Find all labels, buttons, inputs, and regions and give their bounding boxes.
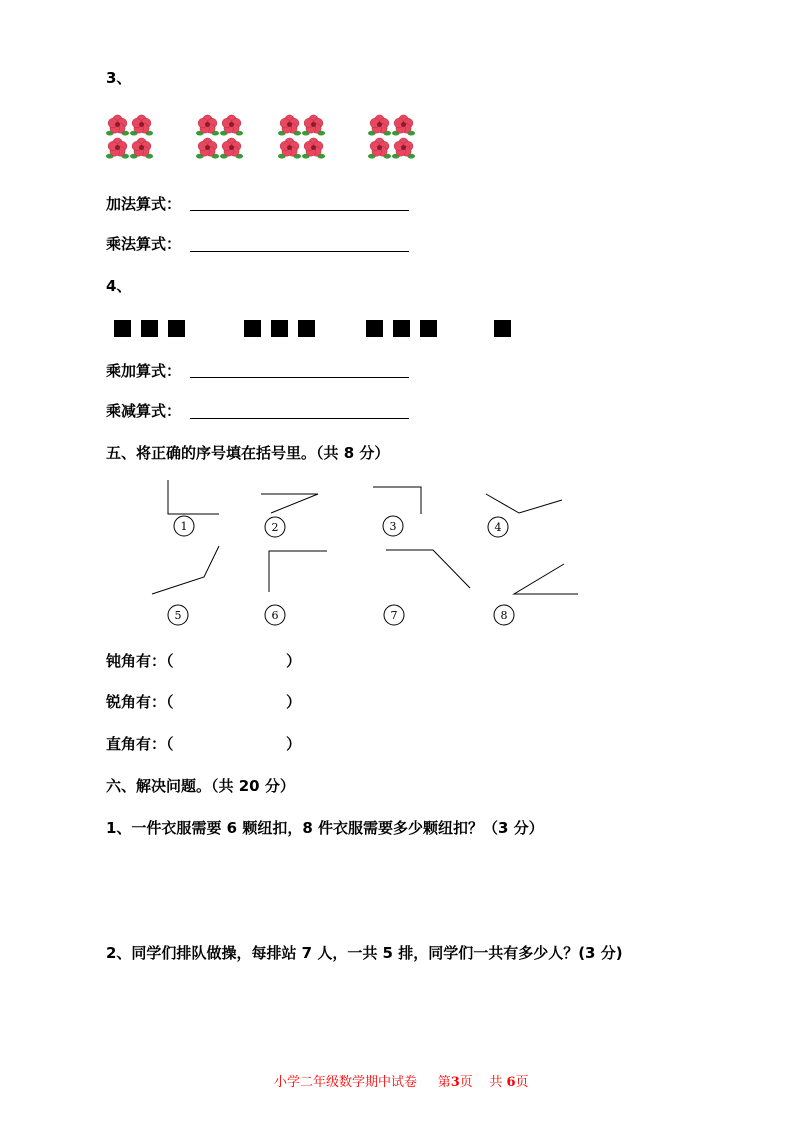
- angle-number-label: 5: [174, 609, 182, 622]
- multiplication-label: 乘法算式：: [106, 235, 182, 253]
- flower-group: [106, 113, 154, 161]
- angle-number-label: 1: [180, 520, 188, 533]
- right-answer-box[interactable]: [205, 734, 285, 754]
- angle-number-label: 4: [494, 521, 502, 534]
- acute-close-paren: ）: [286, 693, 302, 711]
- multiplication-answer-line[interactable]: [190, 251, 409, 252]
- angle-number-label: 2: [271, 521, 279, 534]
- acute-label: 锐角有：（: [106, 693, 174, 711]
- addition-answer-line[interactable]: [190, 210, 409, 211]
- square: [494, 320, 511, 337]
- question-3-number: 3、: [106, 69, 132, 87]
- page-prefix: 第: [437, 1075, 451, 1090]
- angle-6: [269, 551, 327, 592]
- square: [141, 320, 158, 337]
- square: [393, 320, 410, 337]
- angle-number-label: 6: [271, 609, 279, 622]
- mult-add-answer-line[interactable]: [190, 377, 409, 378]
- angle-number-label: 3: [389, 520, 397, 533]
- right-close-paren: ）: [286, 735, 302, 753]
- page-suffix: 页: [459, 1075, 473, 1090]
- problem-2: 2、同学们排队做操，每排站 7 人，一共 5 排，同学们一共有多少人？(3 分): [106, 944, 623, 962]
- angle-2: [261, 494, 318, 513]
- page-number: 3: [450, 1075, 460, 1090]
- right-angle-label: 直角有：（: [106, 735, 174, 753]
- problem-2-answer-area[interactable]: [106, 970, 686, 1050]
- mult-sub-answer-line[interactable]: [190, 418, 409, 419]
- square: [298, 320, 315, 337]
- angle-1: [168, 480, 219, 514]
- flower-group: [196, 113, 244, 161]
- angle-5: [152, 546, 219, 594]
- obtuse-close-paren: ）: [286, 652, 302, 670]
- square: [114, 320, 131, 337]
- angle-3: [373, 487, 421, 514]
- angle-figures: [0, 470, 793, 640]
- question-4-number: 4、: [106, 277, 132, 295]
- problem-1-answer-area[interactable]: [106, 845, 686, 935]
- square: [271, 320, 288, 337]
- angle-7: [386, 550, 470, 588]
- obtuse-label: 钝角有：（: [106, 652, 174, 670]
- problem-1: 1、一件衣服需要 6 颗纽扣，8 件衣服需要多少颗纽扣？（3 分）: [106, 819, 544, 837]
- mult-sub-label: 乘减算式：: [106, 402, 182, 420]
- acute-answer-box[interactable]: [205, 692, 285, 712]
- mult-add-label: 乘加算式：: [106, 362, 182, 380]
- section-5-title: 五、将正确的序号填在括号里。（共 8 分）: [106, 444, 390, 462]
- addition-label: 加法算式：: [106, 195, 182, 213]
- flower-group: [368, 113, 416, 161]
- section-6-title: 六、解决问题。（共 20 分）: [106, 777, 295, 795]
- total-prefix: 共: [489, 1075, 503, 1090]
- angle-number-label: 7: [390, 609, 398, 622]
- total-suffix: 页: [515, 1075, 529, 1090]
- obtuse-answer-box[interactable]: [205, 651, 285, 671]
- angle-number-label: 8: [500, 609, 508, 622]
- square: [244, 320, 261, 337]
- square: [420, 320, 437, 337]
- angle-4: [486, 494, 562, 513]
- angle-8: [514, 564, 578, 594]
- exam-title: 小学二年级数学期中试卷: [274, 1075, 418, 1090]
- total-number: 6: [506, 1075, 516, 1090]
- square: [168, 320, 185, 337]
- square: [366, 320, 383, 337]
- page-footer: [274, 1071, 529, 1090]
- flower-group: [278, 113, 326, 161]
